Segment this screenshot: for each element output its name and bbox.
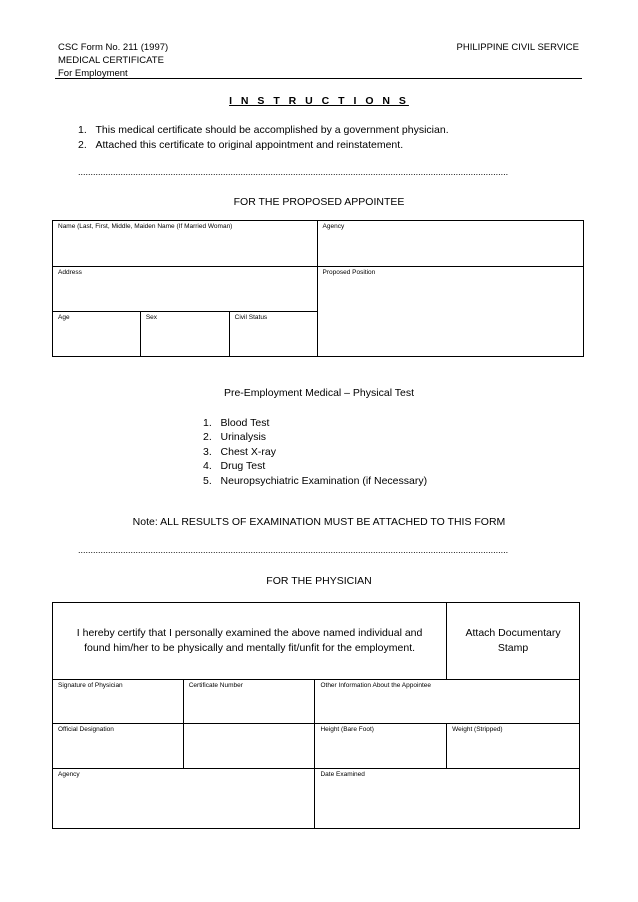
header-rule: [55, 78, 582, 79]
proposed-position-field[interactable]: Proposed Position: [317, 267, 583, 357]
weight-field[interactable]: Weight (Stripped): [447, 724, 580, 769]
test-item: 4. Drug Test: [203, 460, 266, 472]
instruction-item: 2. Attached this certificate to original appointment and reinstatement.: [78, 139, 404, 151]
appointee-heading: FOR THE PROPOSED APPOINTEE: [233, 196, 405, 208]
instruction-item: 1. This medical certificate should be accomplished by a government physician.: [78, 124, 449, 136]
form-title: MEDICAL CERTIFICATE: [58, 55, 164, 66]
attachment-note: Note: ALL RESULTS OF EXAMINATION MUST BE ATTACHED TO THIS FORM: [132, 516, 506, 528]
age-field[interactable]: Age: [53, 312, 141, 357]
civil-status-field[interactable]: Civil Status: [229, 312, 317, 357]
instructions-title: I N S T R U C T I O N S: [229, 95, 409, 107]
tests-heading: Pre-Employment Medical – Physical Test: [223, 387, 415, 399]
official-designation-field[interactable]: Official Designation: [53, 724, 184, 769]
sex-field[interactable]: Sex: [140, 312, 229, 357]
separator-dots: ............................................................................................................................................................................: [78, 167, 509, 177]
certificate-number-field[interactable]: Certificate Number: [183, 680, 315, 724]
physician-heading: FOR THE PHYSICIAN: [266, 575, 372, 587]
test-item: 5. Neuropsychiatric Examination (if Necessary): [203, 475, 428, 487]
agency-name: PHILIPPINE CIVIL SERVICE: [456, 42, 579, 53]
physician-agency-field[interactable]: Agency: [53, 769, 315, 829]
address-field[interactable]: Address: [53, 267, 318, 312]
agency-field[interactable]: Agency: [317, 221, 583, 267]
form-subtitle: For Employment: [58, 68, 128, 79]
form-number: CSC Form No. 211 (1997): [58, 42, 169, 53]
other-info-field[interactable]: Other Information About the Appointee: [315, 680, 580, 724]
blank-field[interactable]: [183, 724, 315, 769]
separator-dots: ............................................................................................................................................................................: [78, 545, 509, 555]
documentary-stamp-box: Attach Documentary Stamp: [447, 603, 580, 680]
test-item: 2. Urinalysis: [203, 431, 267, 443]
test-item: 3. Chest X-ray: [203, 446, 276, 458]
name-field[interactable]: Name (Last, First, Middle, Maiden Name (If Married Woman): [53, 221, 318, 267]
height-field[interactable]: Height (Bare Foot): [315, 724, 447, 769]
signature-field[interactable]: Signature of Physician: [53, 680, 184, 724]
physician-table: [52, 602, 580, 829]
date-examined-field[interactable]: Date Examined: [315, 769, 580, 829]
appointee-table: [52, 220, 584, 357]
test-item: 1. Blood Test: [203, 417, 270, 429]
certification-statement: I hereby certify that I personally examined the above named individual and found him/her to be physically and mentally fit/unfit for the employment.: [53, 603, 447, 680]
